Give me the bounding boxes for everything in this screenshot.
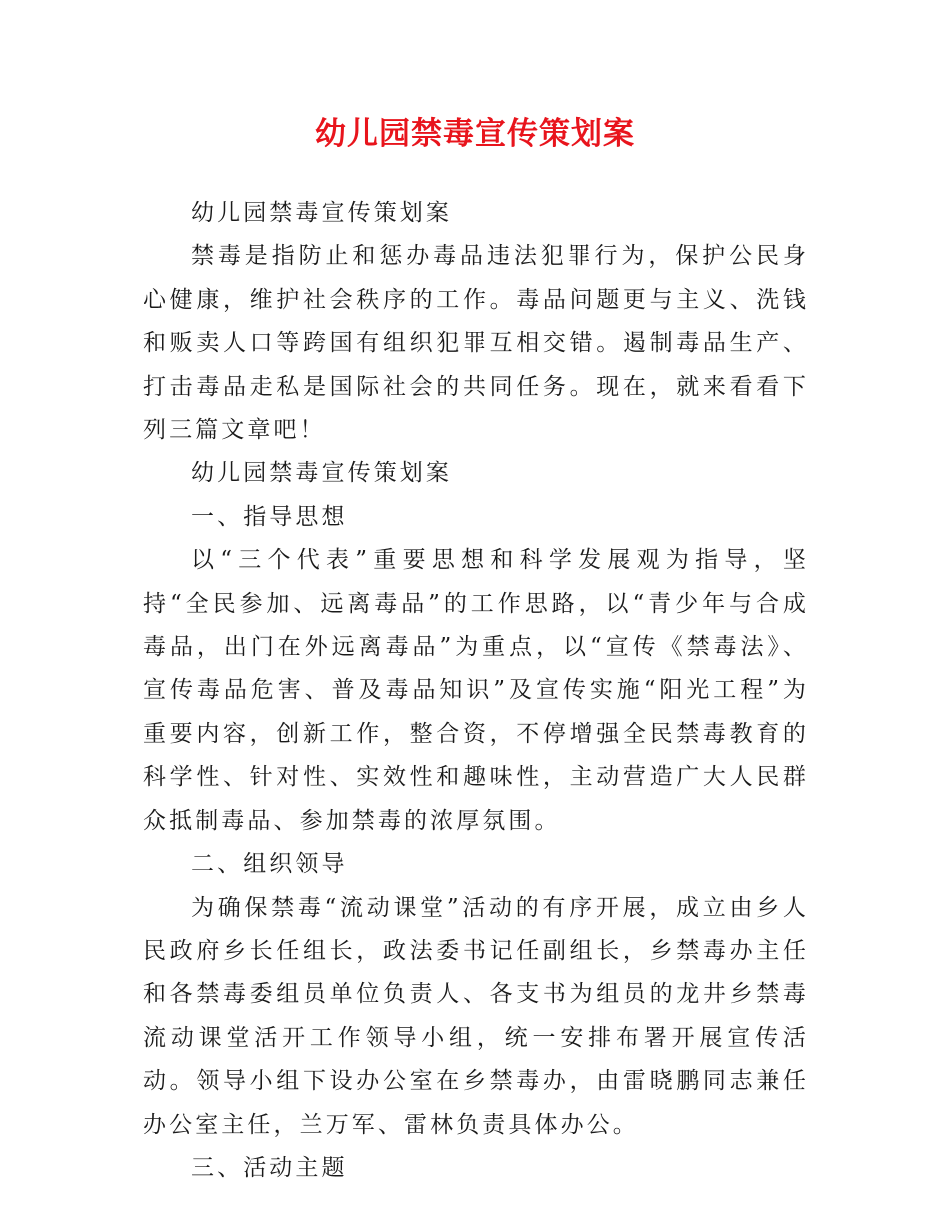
paragraph-subtitle: 幼儿园禁毒宣传策划案 [191, 200, 452, 226]
paragraph-guiding-ideology: 以“三个代表”重要思想和科学发展观为指导，坚持“全民参加、远离毒品”的工作思路，以“青少年与合成毒品，出门在外远离毒品”为重点，以“宣传《禁毒法》、宣传毒品危害、普及毒品知识”及宣传实施“阳光工程”为重要内容，创新工作，整合资，不停增强全民禁毒教育的科学性、针对性、实效性和趣味性，主动营造广大人民群众抵制毒品、参加禁毒的浓厚氛围。 [143, 547, 809, 834]
document-body [143, 192, 809, 1190]
paragraph-subtitle-repeat: 幼儿园禁毒宣传策划案 [191, 460, 452, 487]
paragraph-intro: 禁毒是指防止和惩办毒品违法犯罪行为，保护公民身心健康，维护社会秩序的工作。毒品问题更与主义、洗钱和贩卖人口等跨国有组织犯罪互相交错。遏制毒品生产、打击毒品走私是国际社会的共同任务。现在，就来看看下列三篇文章吧！ [143, 243, 809, 444]
section-heading-guiding-ideology: 一、指导思想 [191, 503, 348, 530]
document-title: 幼儿园禁毒宣传策划案 [315, 116, 635, 152]
section-heading-organization: 二、组织领导 [191, 851, 348, 878]
section-heading-activity-theme: 三、活动主题 [191, 1154, 348, 1181]
paragraph-organization: 为确保禁毒“流动课堂”活动的有序开展，成立由乡人民政府乡长任组长，政法委书记任副组长，乡禁毒办主任和各禁毒委组员单位负责人、各支书为组员的龙井乡禁毒流动课堂活开工作领导小组，统一安排布署开展宣传活动。领导小组下设办公室在乡禁毒办，由雷晓鹏同志兼任办公室主任，兰万军、雷林负责具体办公。 [143, 894, 809, 1138]
